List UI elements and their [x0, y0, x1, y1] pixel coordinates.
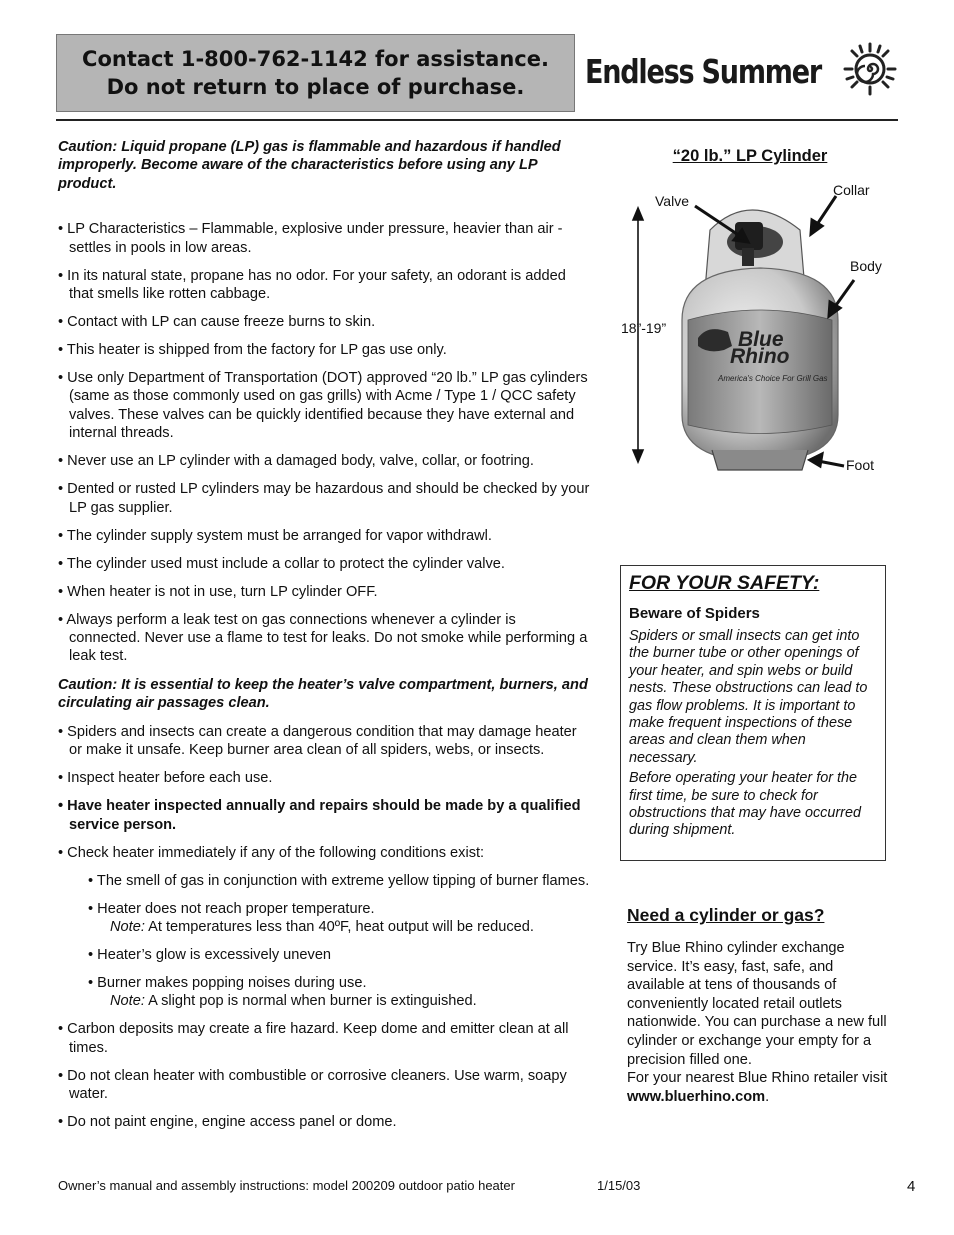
list-item: • Check heater immediately if any of the following conditions exist: [58, 844, 485, 861]
footer-date: 1/15/03 [597, 1178, 641, 1193]
note-text: A slight pop is normal when burner is extinguished. [144, 993, 477, 1010]
caution-clean: Caution: It is essential to keep the heater’s valve compartment, burners, and circulating air passages clean. [58, 676, 588, 712]
label-collar: Collar [833, 182, 870, 198]
note-text: At temperatures less than 40ºF, heat output will be reduced. [144, 918, 534, 935]
safety-box [620, 565, 886, 861]
sub-list-item [88, 974, 590, 1011]
list-item: • Inspect heater before each use. [58, 770, 273, 787]
list-item: • The cylinder used must include a collar to protect the cylinder valve. [58, 555, 505, 572]
need-cylinder-heading: Need a cylinder or gas? [627, 905, 825, 925]
sun-swirl-icon [843, 42, 897, 96]
sub-item-text: • Burner makes popping noises during use. [88, 974, 367, 991]
list-item: • When heater is not in use, turn LP cylinder OFF. [58, 583, 378, 600]
header-rule [56, 119, 898, 121]
contact-banner [56, 34, 575, 112]
safety-paragraph-1: Spiders or small insects can get into the burner tube or other openings of your heater, and spin webs or build nests. These obstructions can lead to gas flow problems. It is important to make frequent inspections of these areas and clean them when necessary. [629, 628, 868, 766]
label-foot: Foot [846, 457, 875, 473]
note-line [99, 918, 590, 936]
list-item: • Spiders and insects can create a dangerous condition that may damage heater or make it unsafe. Keep burner area clean of all spiders, webs, or insects. [58, 723, 577, 759]
need-body-text: Try Blue Rhino cylinder exchange service. It’s easy, fast, safe, and available at tens of thousands of conveniently located retail outlets nationwide. You can purchase a new full cylinder or exchange your empty for a precision filled one. [627, 940, 887, 1068]
list-item: • Have heater inspected annually and repairs should be made by a qualified service person. [58, 798, 581, 833]
list-item: • LP Characteristics – Flammable, explosive under pressure, heavier than air - settles in pools in low areas. [58, 221, 563, 256]
sub-list-item: • Heater’s glow is excessively uneven [88, 946, 332, 963]
label-height: 18”-19” [621, 320, 667, 336]
brand-name: Endless Summer [585, 52, 822, 91]
lp-bullet-list [58, 220, 590, 666]
list-item: • Do not paint engine, engine access panel or dome. [58, 1114, 397, 1131]
safety-paragraph-2: Before operating your heater for the first time, be sure to check for obstructions that may have occurred during shipment. [629, 770, 861, 839]
list-item: • Carbon deposits may create a fire hazard. Keep dome and emitter clean at all times. [58, 1021, 569, 1056]
tank-tagline: America's Choice For Grill Gas [718, 374, 828, 383]
list-item: • Contact with LP can cause freeze burns to skin. [58, 314, 376, 331]
page-number: 4 [907, 1178, 916, 1195]
label-valve: Valve [655, 193, 689, 209]
brand-logo [585, 52, 873, 91]
contact-line-2: Do not return to place of purchase. [106, 75, 525, 99]
note-label: Note: [110, 993, 145, 1010]
safety-heading: FOR YOUR SAFETY: [629, 572, 820, 594]
retailer-text: For your nearest Blue Rhino retailer visit [627, 1070, 888, 1087]
list-item: • The cylinder supply system must be arranged for vapor withdrawl. [58, 527, 492, 544]
contact-line-1: Contact 1-800-762-1142 for assistance. [82, 47, 549, 71]
list-item: • Never use an LP cylinder with a damaged body, valve, collar, or footring. [58, 453, 534, 470]
tank-brand-line2: Rhino [730, 345, 790, 368]
caution-lp: Caution: Liquid propane (LP) gas is flammable and hazardous if handled improperly. Become aware of the characteristics before using any LP product. [58, 139, 561, 192]
retailer-period: . [765, 1088, 770, 1105]
list-item: • In its natural state, propane has no odor. For your safety, an odorant is added that smells like rotten cabbage. [58, 267, 566, 303]
tank-brand-line1: Blue [738, 328, 784, 351]
cylinder-title: “20 lb.” LP Cylinder [672, 147, 828, 165]
footer-manual: Owner’s manual and assembly instructions: model 200209 outdoor patio heater [58, 1178, 515, 1193]
sub-list-item [88, 900, 590, 937]
list-item: • This heater is shipped from the factory for LP gas use only. [58, 342, 447, 359]
need-cylinder-body [627, 939, 889, 1106]
note-line [99, 992, 590, 1010]
safety-subheading: Beware of Spiders [629, 605, 760, 622]
sub-list-item: • The smell of gas in conjunction with extreme yellow tipping of burner flames. [88, 872, 590, 889]
list-item: • Use only Department of Transportation (DOT) approved “20 lb.” LP gas cylinders (same as those commonly used on gas grills) with Acme / Type 1 / QCC safety valves. These valves can be quickly identified because they have external and internal threads. [58, 370, 588, 442]
left-column [58, 138, 590, 1141]
sub-item-text: • Heater does not reach proper temperature. [88, 900, 375, 917]
label-body: Body [850, 258, 882, 274]
list-item: • Always perform a leak test on gas connections whenever a cylinder is connected. Never use a flame to test for leaks. Do not smoke while performing a leak test. [58, 611, 588, 665]
list-item: • Do not clean heater with combustible or corrosive cleaners. Use warm, soapy water. [58, 1067, 567, 1103]
list-item: • Dented or rusted LP cylinders may be hazardous and should be checked by your LP gas supplier. [58, 481, 590, 516]
bluerhino-link[interactable]: www.bluerhino.com [627, 1088, 766, 1105]
note-label: Note: [110, 918, 145, 935]
retailer-line [627, 1069, 889, 1106]
